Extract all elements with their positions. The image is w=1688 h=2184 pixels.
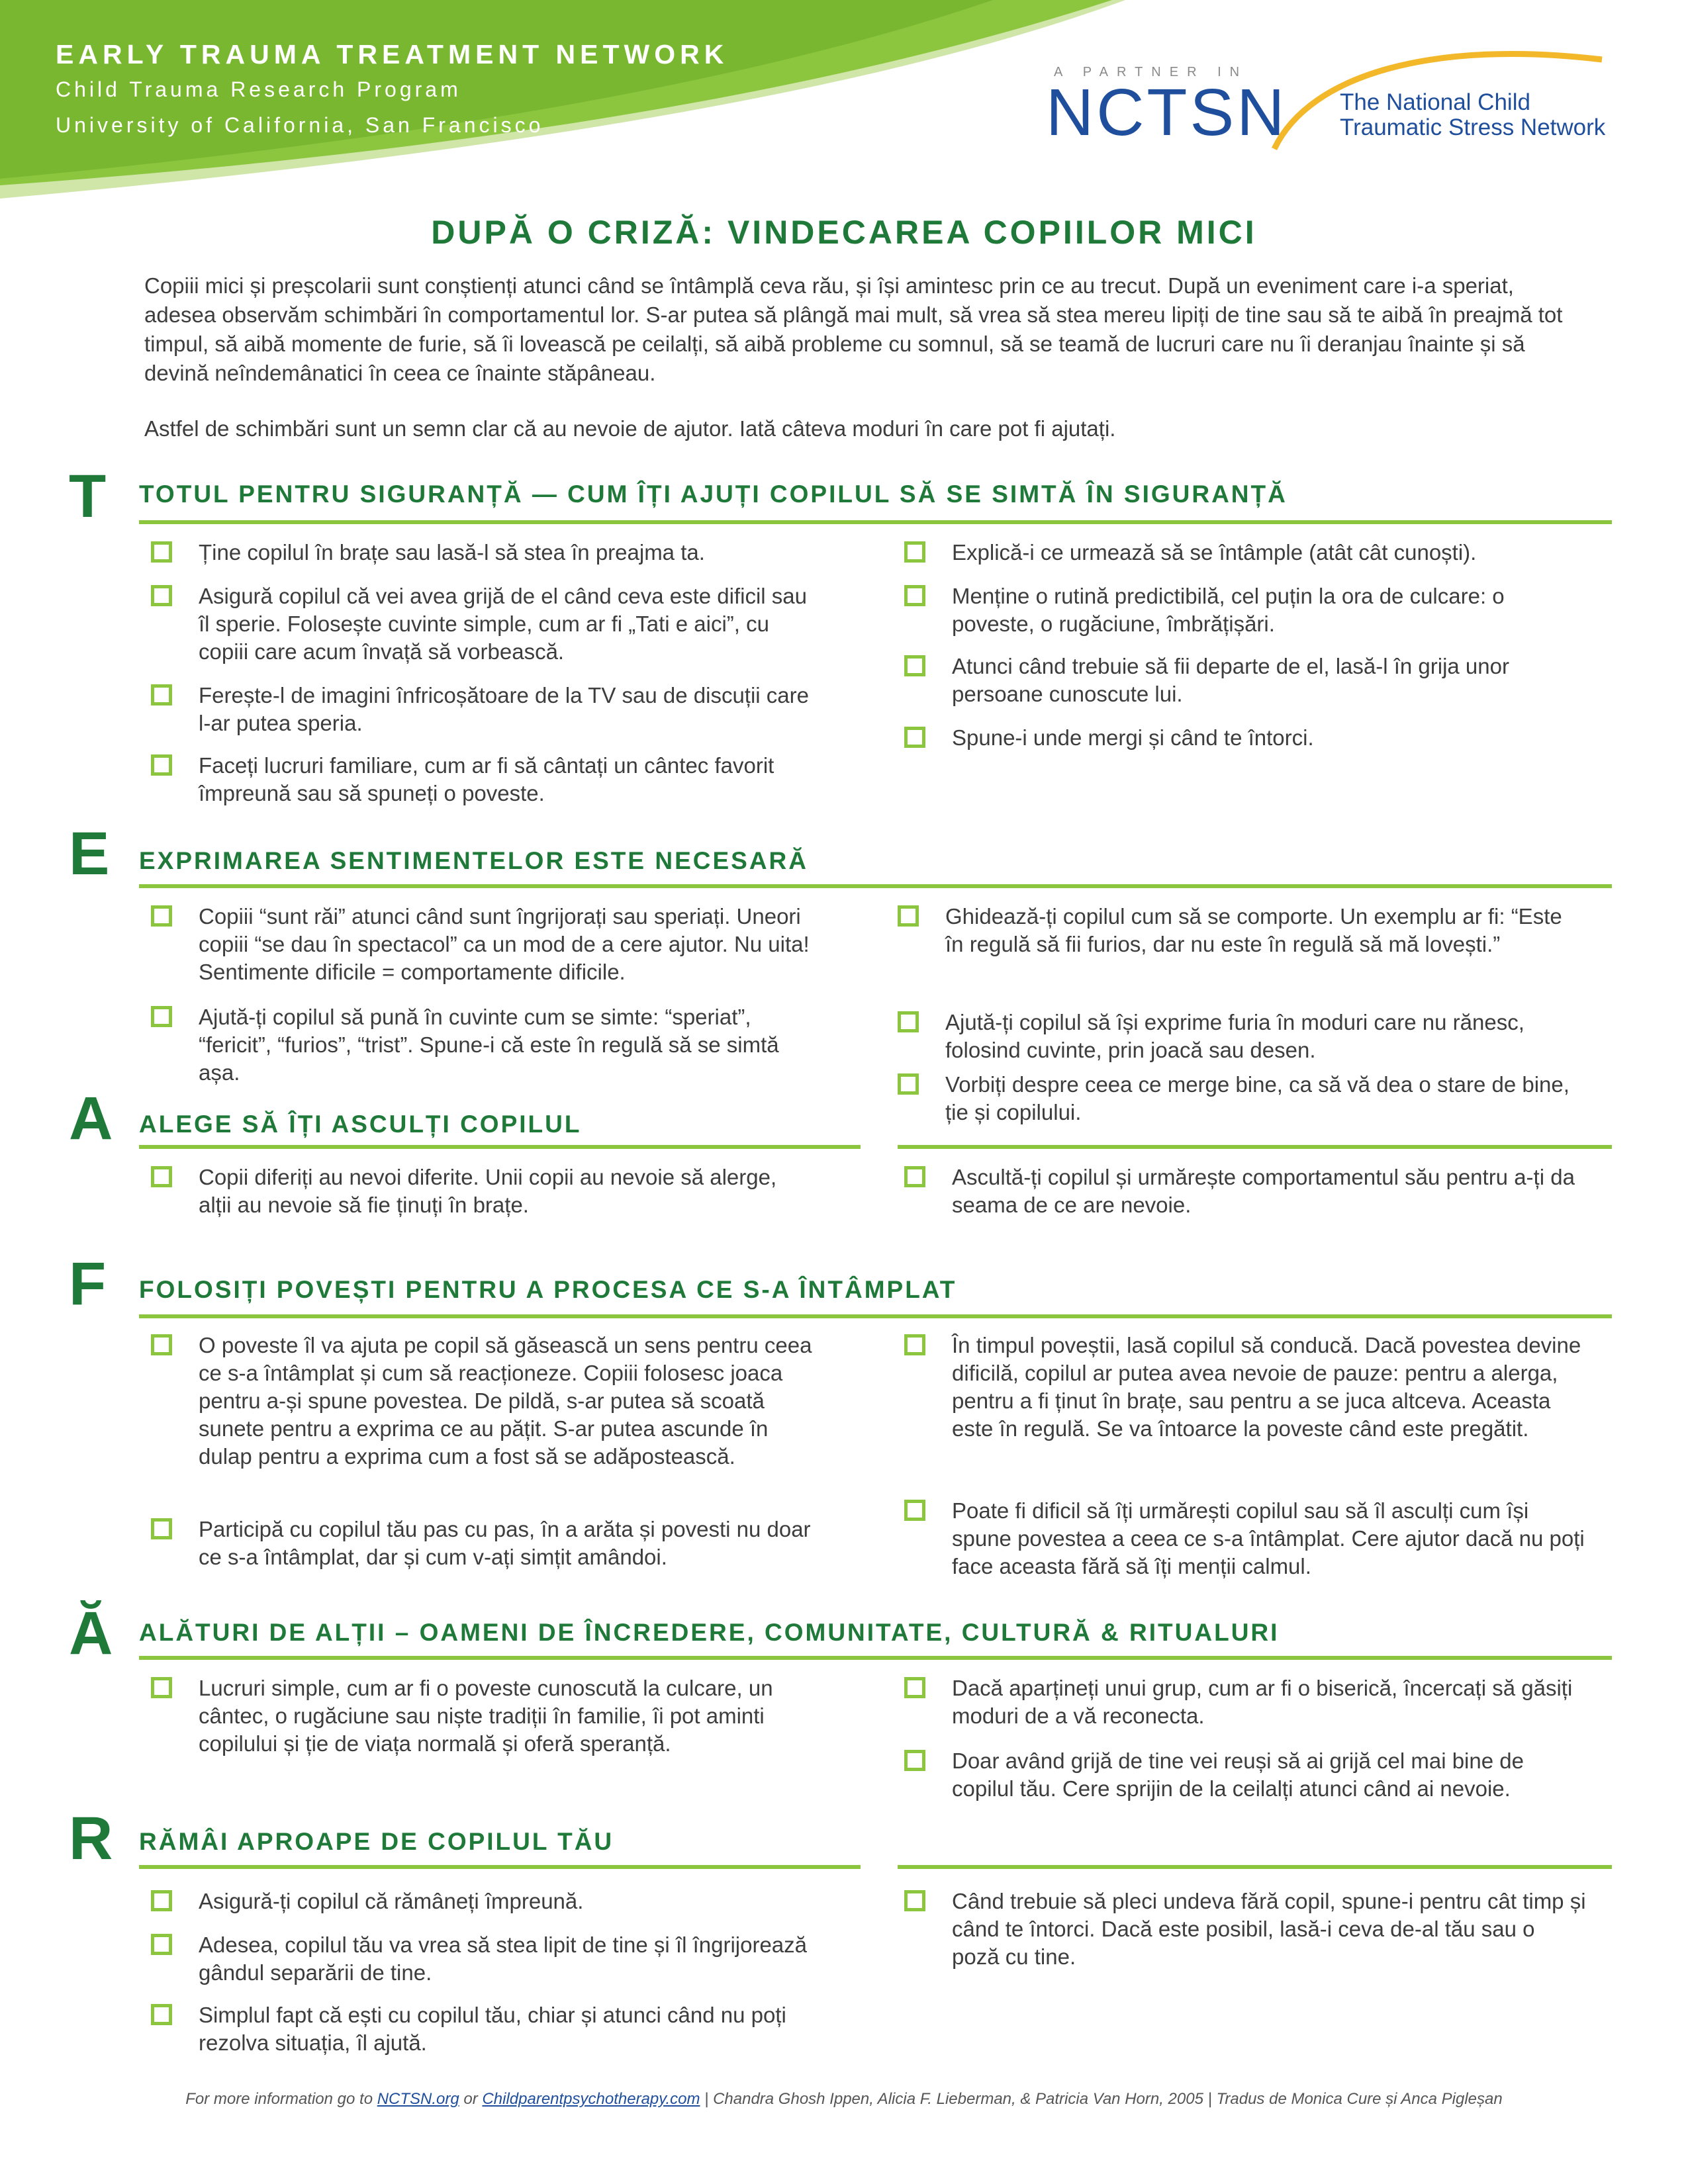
list-item bbox=[898, 1009, 1579, 1064]
section-letter-e: E bbox=[69, 820, 110, 887]
list-item-text: Vorbiți despre ceea ce merge bine, ca să vă dea o stare de bine, ție și copilului. bbox=[945, 1072, 1570, 1124]
list-item bbox=[151, 1163, 813, 1219]
list-item bbox=[904, 653, 1586, 708]
checkbox-icon bbox=[151, 905, 172, 927]
list-item-text: Explică-i ce urmează să se întâmple (atât cât cunoști). bbox=[952, 540, 1477, 565]
list-item-text: Dacă aparțineți unui grup, cum ar fi o biserică, încercați să găsiți moduri de a vă reconecta. bbox=[952, 1676, 1573, 1728]
list-item bbox=[151, 2001, 813, 2057]
list-item bbox=[904, 582, 1586, 638]
list-item bbox=[151, 1674, 813, 1758]
list-item bbox=[904, 1888, 1586, 1971]
checkbox-icon bbox=[898, 1011, 919, 1032]
section-rule-f bbox=[139, 1314, 1612, 1318]
checkbox-icon bbox=[904, 1166, 925, 1187]
checkbox-icon bbox=[904, 585, 925, 606]
checkbox-icon bbox=[151, 684, 172, 705]
list-item-text: Ține copilul în brațe sau lasă-l să stea în preajma ta. bbox=[199, 540, 705, 565]
list-item-text: Simplul fapt că ești cu copilul tău, chiar și atunci când nu poți rezolva situația, îl ajută. bbox=[199, 2003, 786, 2055]
nctsn-logo: NCTSN bbox=[1046, 75, 1288, 150]
list-item bbox=[904, 1497, 1586, 1580]
list-item-text: Copii diferiți au nevoi diferite. Unii copii au nevoie să alerge, alții au nevoie să fie ținuți în brațe. bbox=[199, 1165, 777, 1217]
checkbox-icon bbox=[151, 1677, 172, 1698]
list-item-text: Asigură copilul că vei avea grijă de el când ceva este dificil sau îl sperie. Folosește cuvinte simple, cum ar fi „Tati e aici”, cu copiii care acum învață să vorbească. bbox=[199, 584, 808, 664]
section-title-a-breve: ALĂTURI DE ALȚII – OAMENI DE ÎNCREDERE, COMUNITATE, CULTURĂ & RITUALURI bbox=[139, 1619, 1280, 1646]
list-item-text: Adesea, copilul tău va vrea să stea lipit de tine și îl îngrijorează gândul separării de tine. bbox=[199, 1933, 808, 1985]
org-name: EARLY TRAUMA TREATMENT NETWORK bbox=[56, 39, 729, 69]
list-item bbox=[904, 1332, 1586, 1443]
page-title: DUPĂ O CRIZĂ: VINDECAREA COPIILOR MICI bbox=[431, 214, 1257, 251]
cpp-link[interactable]: Childparentpsychotherapy.com bbox=[482, 2090, 700, 2108]
section-title-e: EXPRIMAREA SENTIMENTELOR ESTE NECESARĂ bbox=[139, 847, 808, 874]
list-item bbox=[898, 1071, 1579, 1126]
partner-label: A PARTNER IN bbox=[1054, 65, 1248, 79]
section-rule-a-breve bbox=[139, 1656, 1612, 1660]
checkbox-icon bbox=[904, 1890, 925, 1911]
checkbox-icon bbox=[151, 585, 172, 606]
section-letter-t: T bbox=[69, 463, 107, 530]
checkbox-icon bbox=[151, 541, 172, 563]
section-title-r: RĂMÂI APROAPE DE COPILUL TĂU bbox=[139, 1828, 614, 1855]
footer-mid: or bbox=[459, 2090, 483, 2108]
list-item-text: Când trebuie să pleci undeva fără copil, spune-i pentru cât timp și când te întorci. Dacă este posibil, lasă-i ceva de-al tău sau o poză cu tine. bbox=[952, 1889, 1586, 1969]
section-rule-t bbox=[139, 520, 1612, 524]
list-item-text: Atunci când trebuie să fii departe de el, lasă-l în grija unor persoane cunoscute lui. bbox=[952, 654, 1509, 706]
list-item-text: O poveste îl va ajuta pe copil să găsească un sens pentru ceea ce s-a întâmplat și cum să reacționeze. Copiii folosesc joaca pentru a-și spune povestea. De pildă, s-ar putea să scoată sunete pentru a exprima ce au pățit. S-ar putea ascunde în dulap pentru a exprima cum a fost să se adăpostească. bbox=[199, 1333, 812, 1469]
nctsn-full-name bbox=[1340, 90, 1605, 140]
section-letter-a: A bbox=[69, 1085, 113, 1152]
list-item bbox=[151, 1003, 813, 1087]
section-rule-r-right bbox=[898, 1865, 1612, 1869]
program-name: Child Trauma Research Program bbox=[56, 77, 461, 101]
checkbox-icon bbox=[904, 541, 925, 563]
checkbox-icon bbox=[151, 1166, 172, 1187]
section-letter-r: R bbox=[69, 1805, 113, 1872]
section-title-a: ALEGE SĂ ÎȚI ASCULȚI COPILUL bbox=[139, 1111, 582, 1138]
list-item bbox=[151, 582, 813, 666]
list-item bbox=[151, 682, 813, 737]
section-rule-e bbox=[139, 884, 1612, 888]
footer-prefix: For more information go to bbox=[185, 2090, 377, 2108]
list-item bbox=[904, 1163, 1586, 1219]
intro-paragraph-1: Copiii mici și preșcolarii sunt conștienți atunci când se întâmplă ceva rău, și își amintesc prin ce au trecut. După un eveniment care i-a speriat, adesea observăm schimbări în comportamentul lor. S-ar putea să plângă mai mult, să vrea să stea mereu lipiți de tine sau să te aibă în preajmă tot timpul, să aibă momente de furie, să îi lovească pe ceilalți, să aibă probleme cu somnul, să se teamă de lucruri care nu îi deranjau înainte și să devină neîndemânatici în ceea ce înainte stăpâneau. bbox=[144, 273, 1563, 385]
list-item bbox=[151, 1888, 813, 1915]
nctsn-link[interactable]: NCTSN.org bbox=[377, 2090, 459, 2108]
list-item-text: Ajută-ți copilul să își exprime furia în moduri care nu rănesc, folosind cuvinte, prin joacă sau desen. bbox=[945, 1010, 1524, 1062]
list-item-text: Menține o rutină predictibilă, cel puțin la ora de culcare: o poveste, o rugăciune, îmbrățișări. bbox=[952, 584, 1505, 636]
section-letter-a-breve: Ă bbox=[69, 1600, 113, 1667]
university-name: University of California, San Francisco bbox=[56, 113, 544, 137]
checkbox-icon bbox=[898, 905, 919, 927]
list-item bbox=[151, 539, 813, 567]
checkbox-icon bbox=[151, 2004, 172, 2025]
section-title-f: FOLOSIȚI POVEȘTI PENTRU A PROCESA CE S-A ÎNTÂMPLAT bbox=[139, 1276, 957, 1303]
list-item bbox=[151, 903, 813, 986]
intro-paragraph-2: Astfel de schimbări sunt un semn clar că au nevoie de ajutor. Iată câteva moduri în care pot fi ajutați. bbox=[144, 416, 1116, 441]
checkbox-icon bbox=[904, 1334, 925, 1355]
checkbox-icon bbox=[904, 655, 925, 676]
list-item-text: Doar având grijă de tine vei reuși să ai grijă cel mai bine de copilul tău. Cere sprijin de la ceilalți atunci când ai nevoie. bbox=[952, 1749, 1524, 1801]
checkbox-icon bbox=[151, 1518, 172, 1539]
list-item-text: În timpul poveștii, lasă copilul să conducă. Dacă povestea devine dificilă, copilul ar putea avea nevoie de pauze: pentru a alerga, pentru a fi ținut în brațe, sau pentru a se juca altceva. Aceasta este în regulă. Se va întoarce la poveste când este pregătit. bbox=[952, 1333, 1581, 1441]
list-item bbox=[904, 1674, 1586, 1730]
checkbox-icon bbox=[151, 1006, 172, 1027]
section-rule-r-left bbox=[139, 1865, 861, 1869]
list-item bbox=[904, 1747, 1586, 1803]
list-item-text: Faceți lucruri familiare, cum ar fi să cântați un cântec favorit împreună sau să spuneți o poveste. bbox=[199, 753, 774, 805]
footer bbox=[0, 2090, 1688, 2109]
org-block bbox=[56, 37, 728, 143]
section-rule-a-right bbox=[898, 1145, 1612, 1149]
list-item-text: Participă cu copilul tău pas cu pas, în a arăta și povesti nu doar ce s-a întâmplat, dar și cum v-ați simțit amândoi. bbox=[199, 1517, 811, 1569]
list-item-text: Ferește-l de imagini înfricoșătoare de la TV sau de discuții care l-ar putea speria. bbox=[199, 683, 810, 735]
list-item-text: Ghidează-ți copilul cum să se comporte. Un exemplu ar fi: “Este în regulă să fii furios, dar nu este în regulă să mă lovești.” bbox=[945, 904, 1562, 956]
list-item-text: Copiii “sunt răi” atunci când sunt îngrijorați sau speriați. Uneori copiii “se dau în spectacol” ca un mod de a cere ajutor. Nu uita! Sentimente dificile = comportamente dificile. bbox=[199, 904, 810, 984]
checkbox-icon bbox=[151, 1890, 172, 1911]
list-item-text: Asigură-ți copilul că rămâneți împreună. bbox=[199, 1889, 584, 1913]
list-item bbox=[151, 752, 813, 807]
list-item-text: Poate fi dificil să îți urmărești copilul sau să îl asculți cum își spune povestea a ceea ce s-a întâmplat. Cere ajutor dacă nu poți face aceasta fără să îți menții calmul. bbox=[952, 1498, 1585, 1578]
list-item bbox=[151, 1931, 813, 1987]
footer-credits: | Chandra Ghosh Ippen, Alicia F. Lieberman, & Patricia Van Horn, 2005 | Tradus de Monica Cure și Anca Pigleșan bbox=[700, 2090, 1503, 2108]
list-item-text: Lucruri simple, cum ar fi o poveste cunoscută la culcare, un cântec, o rugăciune sau niște tradiții în familie, îi pot aminti copilului și ție de viața normală și oferă speranță. bbox=[199, 1676, 773, 1756]
checkbox-icon bbox=[904, 1750, 925, 1771]
checkbox-icon bbox=[898, 1073, 919, 1095]
list-item bbox=[904, 539, 1586, 567]
checkbox-icon bbox=[904, 1500, 925, 1521]
list-item-text: Spune-i unde mergi și când te întorci. bbox=[952, 725, 1314, 750]
list-item bbox=[904, 724, 1586, 752]
checkbox-icon bbox=[151, 1934, 172, 1955]
section-letter-f: F bbox=[69, 1250, 107, 1318]
section-title-t: TOTUL PENTRU SIGURANȚĂ — CUM ÎȚI AJUȚI COPILUL SĂ SE SIMTĂ ÎN SIGURANȚĂ bbox=[139, 480, 1288, 508]
checkbox-icon bbox=[904, 727, 925, 748]
checkbox-icon bbox=[151, 1334, 172, 1355]
nctsn-full-line-1: The National Child bbox=[1340, 89, 1530, 115]
checkbox-icon bbox=[151, 754, 172, 776]
list-item-text: Ajută-ți copilul să pună în cuvinte cum se simte: “speriat”, “fericit”, “furios”, “trist”. Spune-i că este în regulă să se simtă așa. bbox=[199, 1005, 779, 1085]
list-item-text: Ascultă-ți copilul și urmărește comportamentul său pentru a-ți da seama de ce are nevoie. bbox=[952, 1165, 1575, 1217]
list-item bbox=[898, 903, 1579, 958]
list-item bbox=[151, 1332, 813, 1471]
section-rule-a-left bbox=[139, 1145, 861, 1149]
list-item bbox=[151, 1516, 813, 1571]
nctsn-full-line-2: Traumatic Stress Network bbox=[1340, 114, 1606, 140]
checkbox-icon bbox=[904, 1677, 925, 1698]
